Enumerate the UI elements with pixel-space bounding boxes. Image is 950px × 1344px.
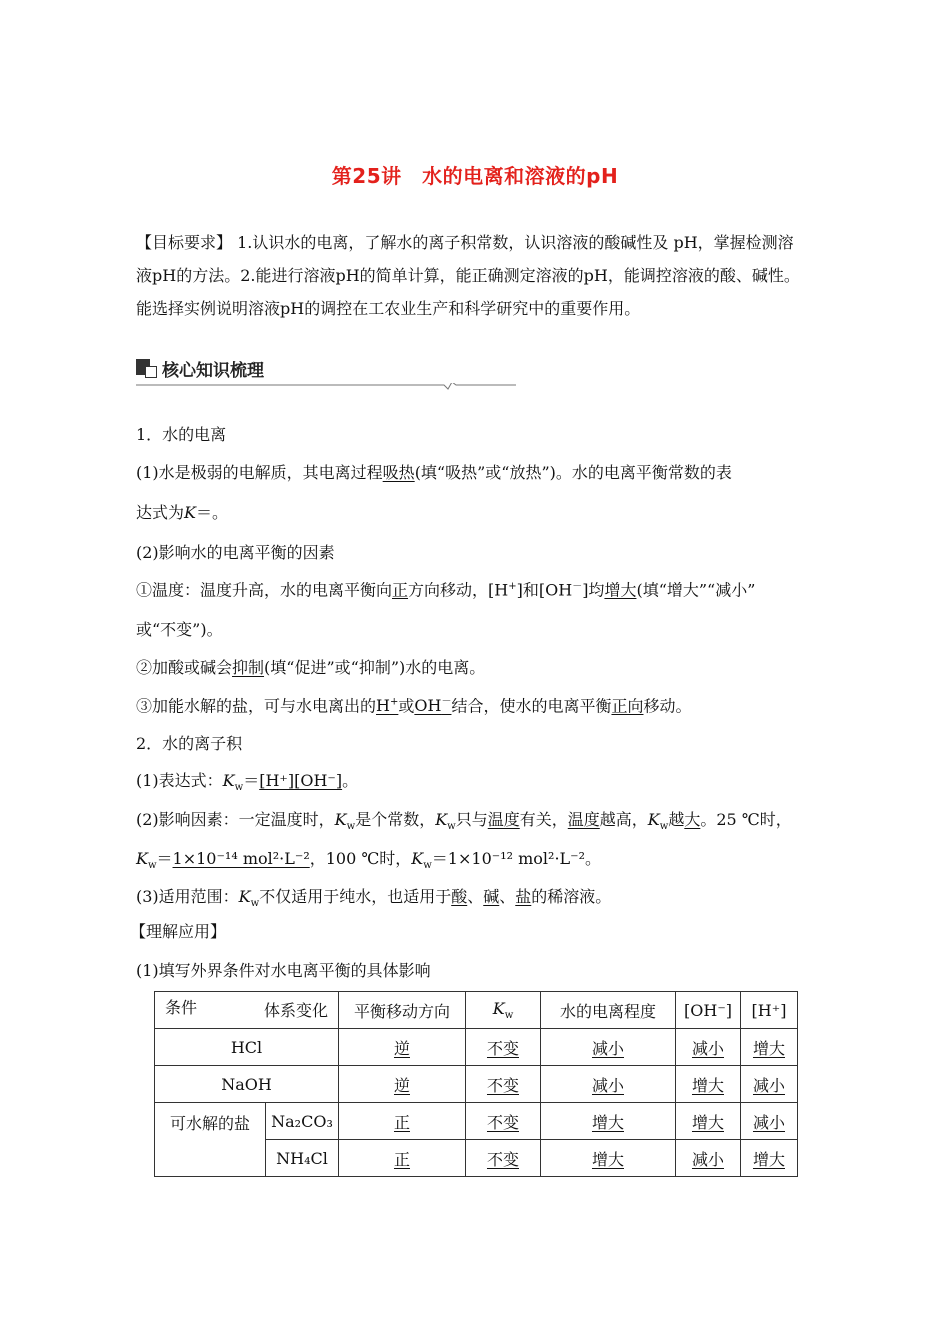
s2-q2-text-g: 。25 ℃时， — [700, 810, 792, 829]
cell-value: 减小 — [752, 1075, 785, 1095]
row-kw — [466, 1066, 541, 1103]
kw-symbol: K — [334, 810, 347, 829]
header-kw — [466, 992, 541, 1029]
objective-block — [136, 226, 826, 325]
kw-sub: w — [423, 860, 432, 872]
minus-sup: － — [441, 697, 452, 708]
s1-p3-text-d: ]均 — [582, 580, 605, 600]
answer-increase: 增大 — [604, 580, 637, 600]
cell-value: 正 — [393, 1149, 410, 1169]
k-symbol: K — [184, 503, 196, 522]
s1-p5-text-b: 或 — [398, 696, 415, 716]
kw-symbol: K — [238, 887, 251, 906]
s1-p1-text-b: (填“吸热”或“放热”)。水的电离平衡常数的表 — [414, 463, 732, 482]
s2-q3 — [136, 846, 601, 871]
s1-p4-text-a: ②加酸或碱会 — [136, 658, 233, 677]
answer-endothermic: 吸热 — [382, 463, 415, 482]
row-degree — [541, 1140, 676, 1177]
s1-p2: (2)影响水的电离平衡的因素 — [136, 543, 335, 562]
answer-h-ion-text: H — [376, 696, 390, 716]
row-degree — [541, 1103, 676, 1140]
section-header — [136, 356, 516, 386]
row-degree — [541, 1066, 676, 1103]
cell-value: 增大 — [591, 1112, 624, 1132]
row-kw — [466, 1029, 541, 1066]
s2-heading: 2．水的离子积 — [136, 734, 243, 753]
row-direction — [339, 1103, 466, 1140]
table-corner-cell — [155, 992, 339, 1029]
cell-value: 增大 — [752, 1149, 785, 1169]
row-h — [741, 1140, 798, 1177]
s2-q4-text-e: 的稀溶液。 — [531, 887, 612, 906]
objective-text-1: 1.认识水的电离，了解水的离子积常数，认识溶液的酸碱性及 pH，掌握检测溶 — [237, 233, 794, 252]
answer-temperature-2: 温度 — [567, 810, 600, 829]
s1-p1-text-d: ＝。 — [195, 503, 228, 522]
answer-larger: 大 — [684, 810, 701, 829]
header-degree: 水的电离程度 — [541, 992, 676, 1029]
section-square-inner-icon — [145, 366, 157, 378]
cell-value: 增大 — [591, 1149, 624, 1169]
row-h — [741, 1029, 798, 1066]
s1-p5-text-d: 移动。 — [643, 696, 692, 716]
s2-q4-sep-1: 、 — [467, 887, 484, 906]
row-condition: HCl — [155, 1029, 339, 1066]
answer-h-ion — [376, 696, 398, 715]
table-row — [155, 1066, 798, 1103]
row-h — [741, 1103, 798, 1140]
answer-salt: 盐 — [515, 887, 532, 906]
effects-table — [154, 991, 798, 1177]
answer-base: 碱 — [483, 887, 500, 906]
s2-q4-text-b: 不仅适用于纯水，也适用于 — [259, 887, 452, 906]
row-oh — [676, 1103, 741, 1140]
cell-value: 不变 — [486, 1038, 519, 1058]
apply-intro: (1)填写外界条件对水电离平衡的具体影响 — [136, 961, 431, 980]
answer-oh-ion — [414, 696, 451, 715]
s2-q4 — [136, 884, 611, 909]
cell-value: 逆 — [393, 1075, 410, 1095]
s2-q2-text-b: 是个常数， — [355, 810, 436, 829]
page-title: 第25讲 水的电离和溶液的pH — [331, 164, 619, 188]
s1-p3-text-a: ①温度：温度升高，水的电离平衡向 — [136, 580, 393, 600]
cell-value: 增大 — [691, 1112, 724, 1132]
section-divider — [136, 383, 516, 391]
cell-value: 减小 — [591, 1038, 624, 1058]
cell-value: 增大 — [752, 1038, 785, 1058]
header-h: [H⁺] — [741, 992, 798, 1029]
s2-q1-text-a: (1)表达式： — [136, 771, 223, 790]
kw-sub: w — [234, 782, 244, 794]
row-h — [741, 1066, 798, 1103]
s2-q4-text-a: (3)适用范围： — [136, 887, 239, 906]
table-row — [155, 1103, 798, 1140]
s2-q1 — [136, 768, 358, 793]
cell-value: 减小 — [752, 1112, 785, 1132]
s1-p3-text-c: ]和[OH — [516, 580, 573, 600]
answer-kw-25c: 1×10⁻¹⁴ mol²·L⁻² — [172, 849, 310, 868]
group-label: 可水解的盐 — [155, 1103, 266, 1177]
s2-q2-text-a: (2)影响因素：一定温度时， — [136, 810, 335, 829]
kw-sub: w — [504, 1010, 514, 1022]
s1-p5 — [136, 693, 692, 716]
s2-q1-text-b: 。 — [342, 771, 359, 790]
cell-value: 不变 — [486, 1075, 519, 1095]
s2-q2-text-d: 有关， — [519, 810, 568, 829]
objective-line-2: 液pH的方法。2.能进行溶液pH的简单计算，能正确测定溶液的pH，能调控溶液的酸、碱性。 — [136, 266, 800, 285]
row-oh — [676, 1140, 741, 1177]
cell-value: 减小 — [691, 1038, 724, 1058]
row-kw — [466, 1140, 541, 1177]
s1-p1-text-c: 达式为 — [136, 503, 185, 522]
apply-tag: 【理解应用】 — [130, 922, 227, 941]
cell-value: 减小 — [591, 1075, 624, 1095]
objective-line-1 — [136, 226, 826, 259]
kw-symbol: K — [647, 810, 660, 829]
row-condition: NH₄Cl — [266, 1140, 339, 1177]
row-direction — [339, 1140, 466, 1177]
plus-sup: + — [508, 581, 517, 592]
row-direction — [339, 1066, 466, 1103]
s2-q2-text-e: 越高， — [599, 810, 648, 829]
row-oh — [676, 1066, 741, 1103]
cell-value: 不变 — [486, 1149, 519, 1169]
cell-value: 增大 — [691, 1075, 724, 1095]
s2-q2-text-f: 越 — [668, 810, 685, 829]
cell-value: 减小 — [691, 1149, 724, 1169]
answer-temperature: 温度 — [487, 810, 520, 829]
equals-sign: ＝ — [243, 771, 260, 790]
row-kw — [466, 1103, 541, 1140]
s2-q3-text-c: ＝1×10⁻¹² mol²·L⁻²。 — [431, 849, 602, 868]
answer-forward: 正 — [392, 580, 409, 600]
s1-p1-text-a: (1)水是极弱的电解质，其电离过程 — [136, 463, 383, 482]
kw-symbol: K — [492, 998, 505, 1018]
kw-sub: w — [346, 821, 356, 833]
s1-p3 — [136, 577, 755, 600]
kw-sub: w — [659, 821, 669, 833]
answer-kw-expression: [H⁺][OH⁻] — [259, 771, 343, 790]
s1-p3-text-b: 方向移动，[H — [408, 580, 509, 600]
answer-oh-ion-text: OH — [414, 696, 442, 716]
row-condition: Na₂CO₃ — [266, 1103, 339, 1140]
kw-sub: w — [447, 821, 456, 833]
s1-p3-cont: 或“不变”)。 — [136, 620, 223, 639]
table-row — [155, 1029, 798, 1066]
row-direction — [339, 1029, 466, 1066]
corner-bottom-label: 条件 — [165, 998, 198, 1017]
s2-q2 — [136, 807, 792, 832]
plus-sup: + — [389, 697, 399, 708]
s1-p5-text-a: ③加能水解的盐，可与水电离出的 — [136, 696, 377, 716]
row-degree — [541, 1029, 676, 1066]
s1-p4-text-b: (填“促进”或“抑制”)水的电离。 — [264, 658, 486, 677]
header-direction: 平衡移动方向 — [339, 992, 466, 1029]
s1-heading: 1．水的电离 — [136, 425, 227, 444]
objective-tag: 【目标要求】 — [136, 233, 233, 252]
s2-q3-text-b: ，100 ℃时， — [309, 849, 412, 868]
s1-p1-cont — [136, 500, 228, 523]
row-condition: NaOH — [155, 1066, 339, 1103]
kw-symbol: K — [435, 810, 448, 829]
s1-p4 — [136, 655, 485, 678]
corner-top-label: 体系变化 — [263, 1001, 328, 1020]
s2-q4-sep-2: 、 — [499, 887, 516, 906]
header-oh: [OH⁻] — [676, 992, 741, 1029]
row-oh — [676, 1029, 741, 1066]
cell-value: 逆 — [393, 1038, 410, 1058]
kw-sub: w — [147, 860, 157, 872]
s1-p5-text-c: 结合，使水的电离平衡 — [451, 696, 612, 716]
table-header-row — [155, 992, 798, 1029]
kw-symbol: K — [222, 771, 235, 790]
equals-sign: ＝ — [156, 849, 173, 868]
answer-acid: 酸 — [451, 887, 468, 906]
minus-sup: － — [572, 581, 583, 592]
kw-symbol: K — [411, 849, 424, 868]
objective-line-3: 能选择实例说明溶液pH的调控在工农业生产和科学研究中的重要作用。 — [136, 299, 641, 318]
kw-symbol: K — [136, 849, 148, 868]
s1-p3-text-e: (填“增大”“减小” — [636, 580, 756, 600]
cell-value: 正 — [393, 1112, 410, 1132]
s1-p1 — [136, 460, 732, 483]
section-title: 核心知识梳理 — [162, 361, 264, 381]
cell-value: 不变 — [486, 1112, 519, 1132]
kw-sub: w — [250, 898, 260, 910]
answer-forward-direction: 正向 — [611, 696, 644, 716]
answer-inhibit: 抑制 — [232, 658, 265, 677]
s2-q2-text-c: 只与 — [455, 810, 488, 829]
